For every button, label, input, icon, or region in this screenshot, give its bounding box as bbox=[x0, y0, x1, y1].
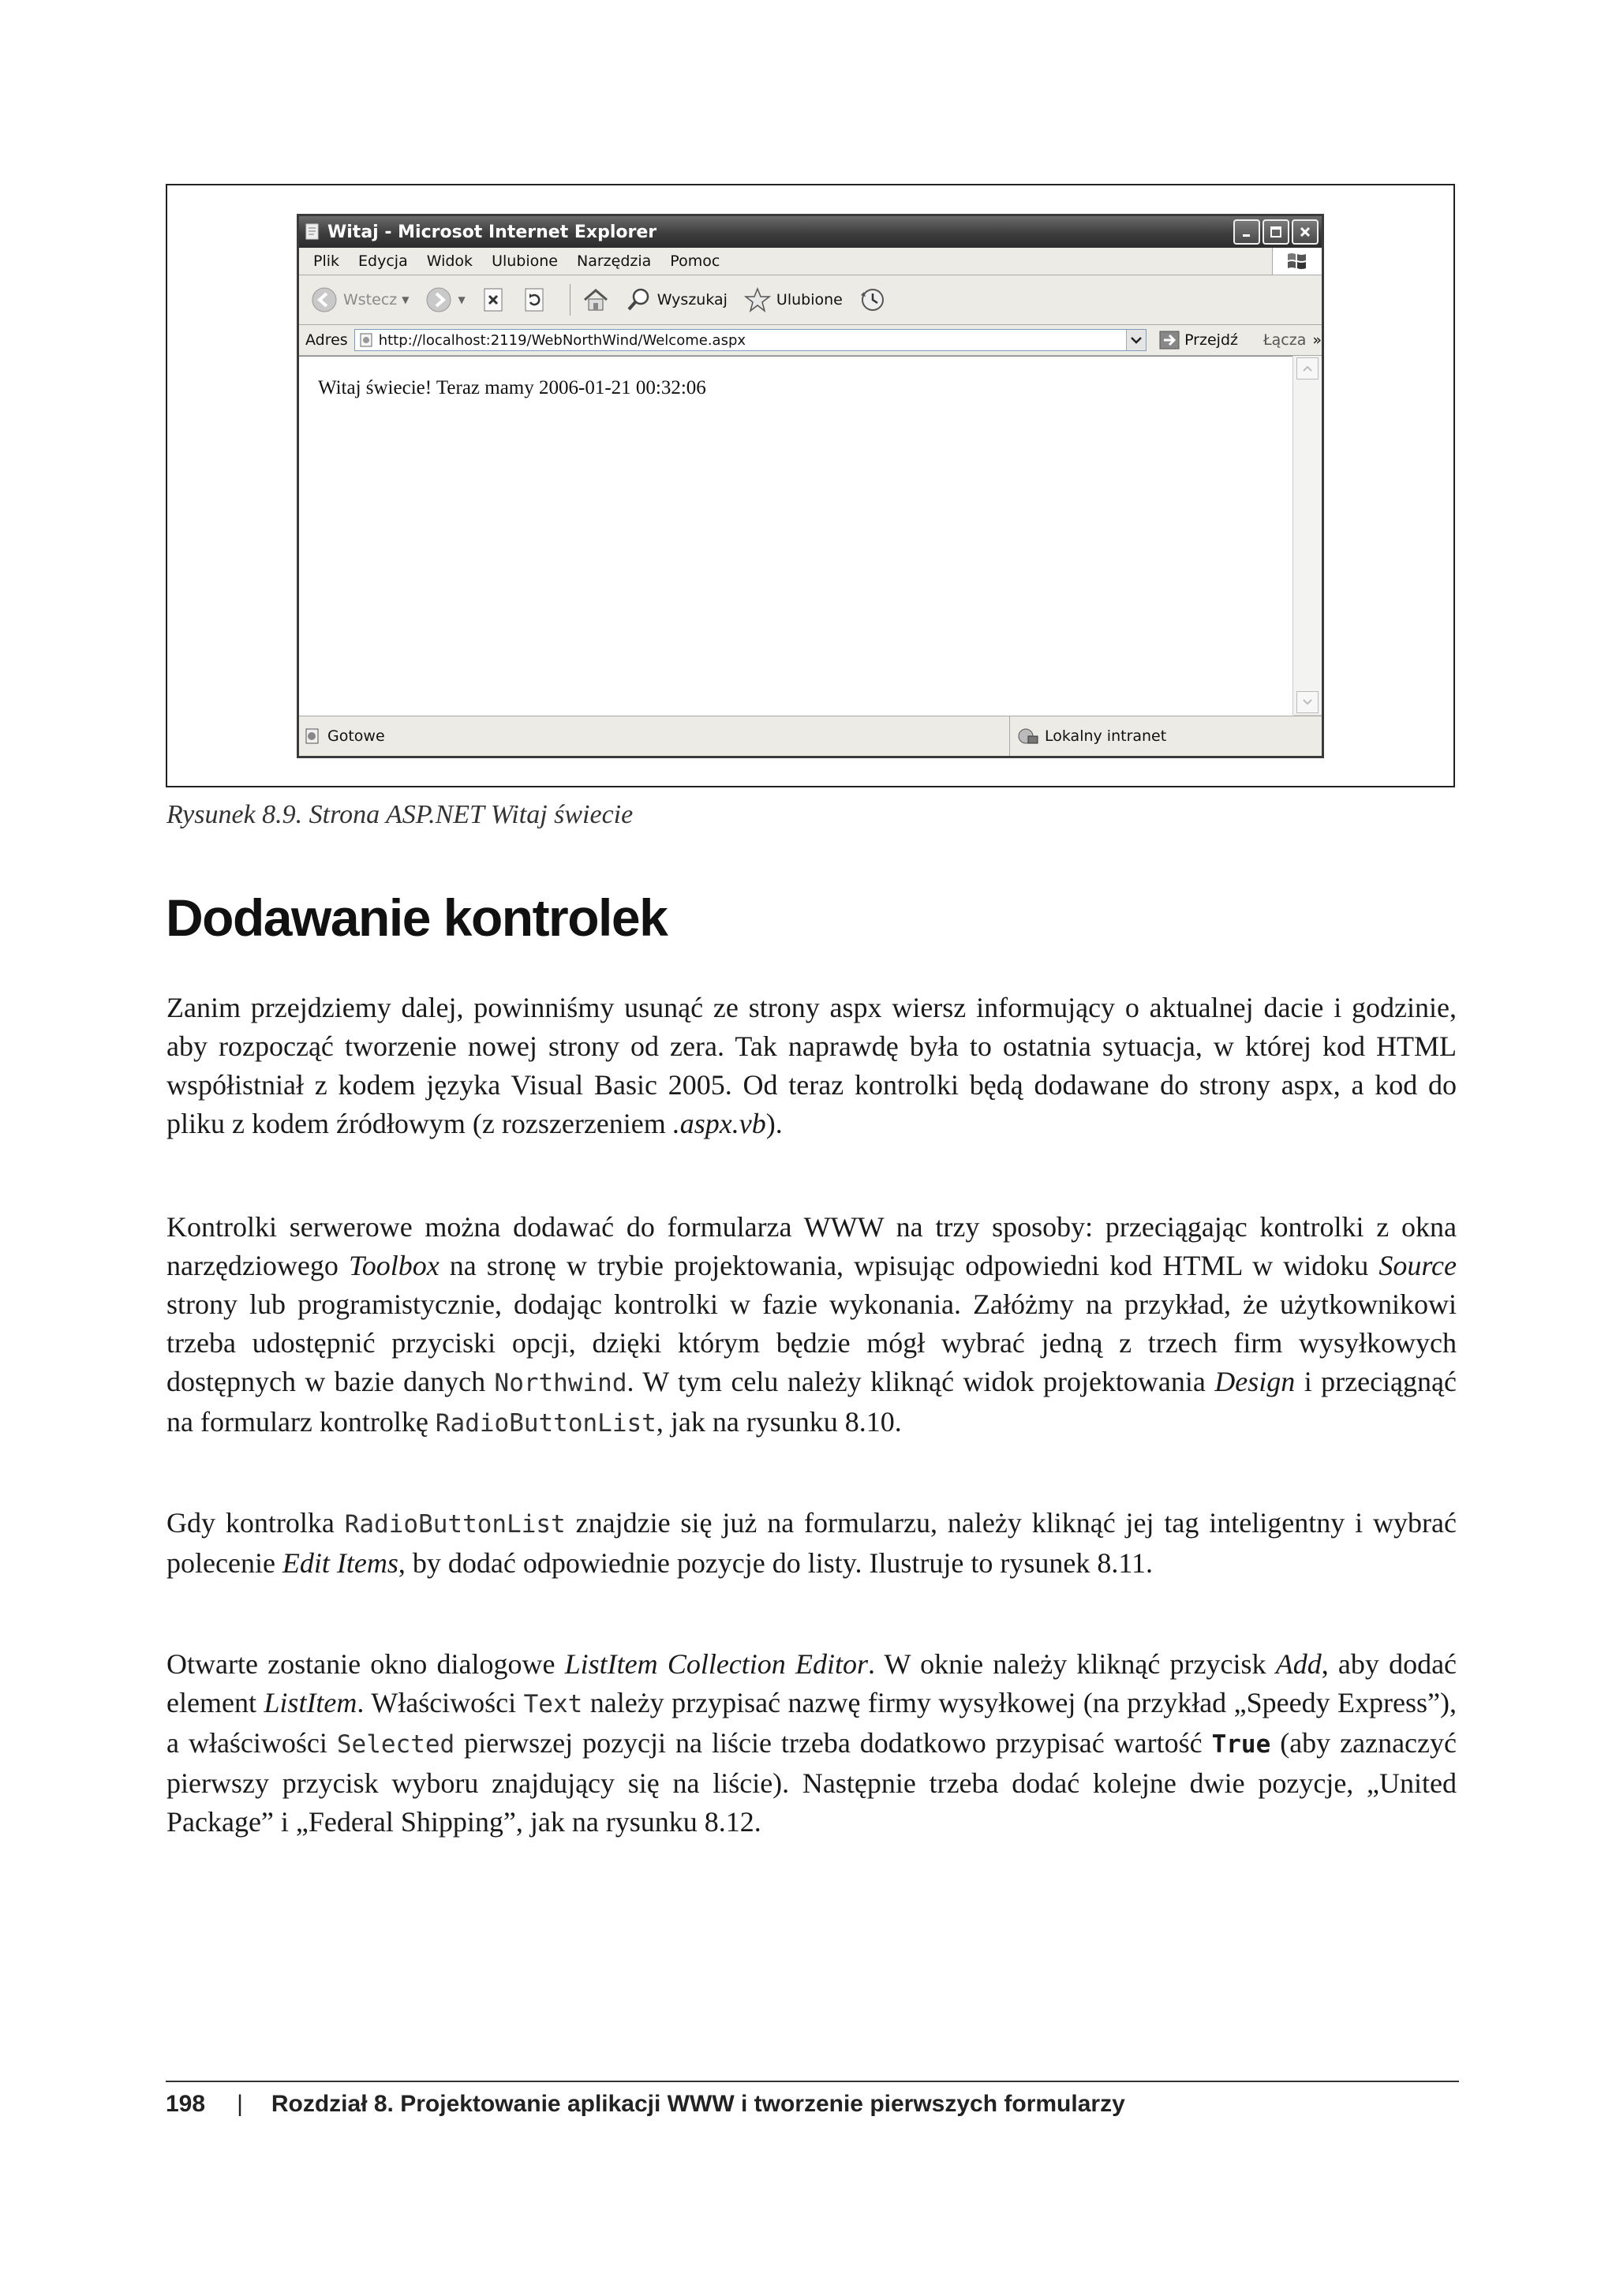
window-controls bbox=[1233, 219, 1319, 245]
page-icon bbox=[358, 332, 374, 348]
p4-text-f: pierwszej pozycji na liście trzeba dodatkowo przypisać wartość bbox=[454, 1727, 1212, 1759]
p2-text-f: , jak na rysunku 8.10. bbox=[656, 1406, 902, 1438]
content-area bbox=[299, 356, 1293, 716]
go-button[interactable] bbox=[1159, 331, 1238, 350]
back-label: Wstecz bbox=[343, 291, 398, 309]
links-label[interactable]: Łącza bbox=[1262, 331, 1307, 349]
status-left bbox=[299, 727, 1009, 745]
title-bar bbox=[299, 216, 1322, 248]
menu-file[interactable]: Plik bbox=[313, 252, 340, 270]
stop-button[interactable] bbox=[481, 286, 507, 313]
p2-text-a: Kontrolki serwerowe można dodawać do formularza WWW na trzy sposoby: przeciągając kontrolki z okna narzędziowego bbox=[166, 1211, 1457, 1281]
back-arrow-icon bbox=[310, 286, 339, 314]
page-done-icon bbox=[304, 727, 321, 745]
p4-true-value: True bbox=[1211, 1730, 1271, 1759]
search-label: Wyszukaj bbox=[656, 291, 728, 309]
chapter-title: Rozdział 8. Projektowanie aplikacji WWW i tworzenie pierwszych formularzy bbox=[271, 2091, 1125, 2117]
p2-toolbox: Toolbox bbox=[348, 1250, 440, 1281]
history-button[interactable] bbox=[858, 286, 887, 314]
p4-text-a: Otwarte zostanie okno dialogowe bbox=[166, 1648, 565, 1680]
p4-text-b: . W oknie należy kliknąć przycisk bbox=[868, 1648, 1276, 1680]
p4-text-prop: Text bbox=[523, 1690, 583, 1718]
address-bar bbox=[299, 325, 1322, 356]
home-icon bbox=[582, 286, 610, 313]
status-text: Gotowe bbox=[327, 727, 385, 745]
paragraph-1 bbox=[166, 989, 1457, 1143]
menu-edit[interactable]: Edycja bbox=[358, 252, 408, 270]
p4-text-c: , aby dodać element bbox=[166, 1648, 1457, 1718]
menu-help[interactable]: Pomoc bbox=[670, 252, 720, 270]
scroll-down-button[interactable] bbox=[1296, 691, 1319, 713]
page-content-text: Witaj świecie! Teraz mamy 2006-01-21 00:32:06 bbox=[318, 377, 706, 398]
favorites-button[interactable] bbox=[743, 286, 843, 313]
p2-text-c: strony lub programistycznie, dodając kontrolki w fazie wykonania. Załóżmy na przykład, że użytkownikowi trzeba udostępnić przyciski opcji, dzięki którym będzie mógł wybrać jedną z trzech firm wysyłkowych dostępnych w bazie danych bbox=[166, 1288, 1457, 1397]
windows-logo bbox=[1272, 248, 1322, 275]
links-more[interactable]: » bbox=[1312, 331, 1322, 349]
p2-northwind: Northwind bbox=[494, 1369, 627, 1397]
p4-editor: ListItem Collection Editor bbox=[564, 1648, 869, 1680]
p4-text-g: (aby zaznaczyć pierwszy przycisk wyboru znajdujący się na liście). Następnie trzeba dodać kolejne dwie pozycje, „United Package” i „Federal Shipping”, jak na rysunku 8.12. bbox=[166, 1727, 1457, 1838]
p4-text-e: należy przypisać nazwę firmy wysyłkowej (na przykład „Speedy Express”), a właściwości bbox=[166, 1687, 1457, 1759]
p1-text-b: ). bbox=[765, 1108, 783, 1139]
window-title: Witaj - Microsot Internet Explorer bbox=[327, 222, 657, 242]
home-button[interactable] bbox=[582, 286, 610, 313]
close-button[interactable] bbox=[1292, 219, 1319, 245]
paragraph-4 bbox=[166, 1645, 1457, 1842]
status-zone bbox=[1009, 716, 1322, 756]
windows-flag-icon bbox=[1285, 251, 1309, 271]
p2-text-b: na stronę w trybie projektowania, wpisując odpowiedni kod HTML w widoku bbox=[439, 1250, 1379, 1281]
p2-text-e: i przeciągnąć na formularz kontrolkę bbox=[166, 1366, 1457, 1438]
figure-caption: Rysunek 8.9. Strona ASP.NET Witaj świecie bbox=[166, 800, 634, 829]
chevron-down-icon bbox=[1131, 336, 1142, 344]
maximize-button[interactable] bbox=[1262, 219, 1289, 245]
address-dropdown[interactable] bbox=[1126, 330, 1146, 350]
minimize-button[interactable] bbox=[1233, 219, 1260, 245]
forward-arrow-icon bbox=[425, 286, 453, 314]
p1-ext: .aspx.vb bbox=[672, 1108, 766, 1139]
p4-add: Add bbox=[1275, 1648, 1322, 1680]
address-input[interactable] bbox=[354, 329, 1147, 351]
toolbar bbox=[299, 275, 1322, 325]
paragraph-3 bbox=[166, 1504, 1457, 1583]
figure-frame bbox=[166, 184, 1455, 787]
menu-view[interactable]: Widok bbox=[426, 252, 473, 270]
p1-text-a: Zanim przejdziemy dalej, powinniśmy usunąć ze strony aspx wiersz informujący o aktualnej dacie i godzinie, aby rozpocząć tworzenie nowej strony od zera. Tak naprawdę była to ostatnia sytuacja, w której kod HTML współistniał z kodem języka Visual Basic 2005. Od teraz kontrolki będą dodawane do strony aspx, a kod do pliku z kodem źródłowym (z rozszerzeniem bbox=[166, 992, 1457, 1139]
page-number: 198 bbox=[166, 2091, 206, 2117]
p2-text-d: . W tym celu należy kliknąć widok projektowania bbox=[627, 1366, 1215, 1397]
address-label: Adres bbox=[305, 331, 348, 349]
p3-text-c: , by dodać odpowiednie pozycje do listy. Ilustruje to rysunek 8.11. bbox=[398, 1547, 1154, 1579]
menu-favorites[interactable]: Ulubione bbox=[492, 252, 558, 270]
search-icon bbox=[626, 286, 653, 313]
menu-tools[interactable]: Narzędzia bbox=[577, 252, 652, 270]
star-icon bbox=[743, 286, 772, 313]
close-icon bbox=[1299, 226, 1311, 238]
address-url: http://localhost:2119/WebNorthWind/Welcome.aspx bbox=[378, 331, 746, 349]
p3-text-a: Gdy kontrolka bbox=[166, 1507, 345, 1539]
scroll-up-button[interactable] bbox=[1296, 357, 1319, 380]
status-bar bbox=[299, 716, 1322, 756]
p2-radiobuttonlist: RadioButtonList bbox=[435, 1409, 656, 1438]
p3-edit-items: Edit Items bbox=[282, 1547, 398, 1579]
scroll-down-icon bbox=[1303, 699, 1312, 705]
refresh-icon bbox=[522, 286, 548, 313]
forward-button[interactable] bbox=[425, 286, 465, 314]
history-icon bbox=[858, 286, 887, 314]
go-label: Przejdź bbox=[1184, 331, 1238, 349]
back-dropdown-icon[interactable]: ▼ bbox=[402, 294, 410, 305]
maximize-icon bbox=[1270, 226, 1282, 238]
back-button[interactable] bbox=[310, 286, 409, 314]
intranet-icon bbox=[1016, 727, 1038, 745]
favorites-label: Ulubione bbox=[776, 291, 843, 309]
stop-icon bbox=[481, 286, 507, 313]
p4-selected-prop: Selected bbox=[336, 1730, 455, 1759]
p2-source: Source bbox=[1378, 1250, 1457, 1281]
search-button[interactable] bbox=[626, 286, 728, 313]
ie-window bbox=[297, 214, 1324, 758]
scroll-up-icon bbox=[1303, 365, 1312, 372]
footer-rule bbox=[166, 2081, 1459, 2082]
refresh-button[interactable] bbox=[522, 286, 548, 313]
minimize-icon bbox=[1240, 226, 1253, 238]
page-footer bbox=[166, 2091, 1125, 2118]
zone-text: Lokalny intranet bbox=[1045, 727, 1167, 745]
paragraph-2 bbox=[166, 1208, 1457, 1443]
menu-bar bbox=[299, 248, 1322, 275]
p4-listitem: ListItem bbox=[264, 1687, 357, 1718]
p4-text-d: . Właściwości bbox=[357, 1687, 524, 1718]
p3-text-b: znajdzie się już na formularzu, należy kliknąć jej tag inteligentny i wybrać polecenie bbox=[166, 1507, 1457, 1579]
ie-page-icon bbox=[304, 223, 321, 241]
forward-dropdown-icon[interactable]: ▼ bbox=[458, 294, 466, 305]
go-arrow-icon bbox=[1159, 331, 1180, 350]
p3-radiobuttonlist: RadioButtonList bbox=[344, 1510, 566, 1539]
section-heading: Dodawanie kontrolek bbox=[166, 888, 668, 947]
footer-separator: | bbox=[237, 2091, 243, 2117]
vertical-scrollbar[interactable] bbox=[1292, 356, 1322, 715]
p2-design: Design bbox=[1214, 1366, 1296, 1397]
